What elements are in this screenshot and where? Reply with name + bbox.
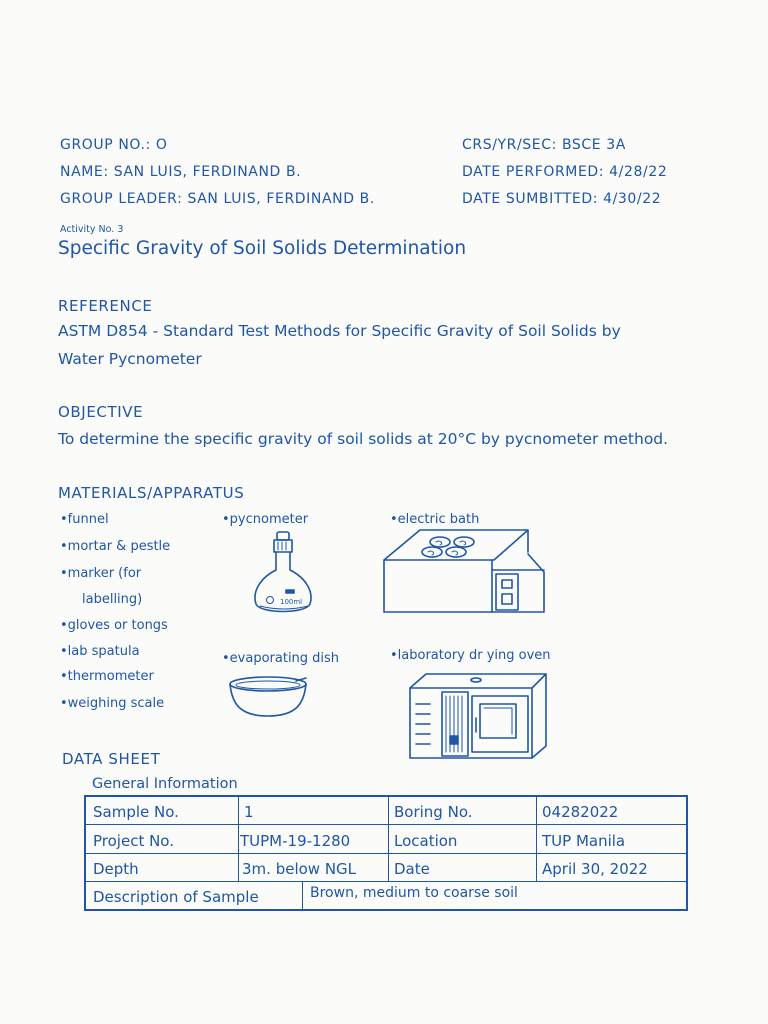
reference-line-1: ASTM D854 - Standard Test Methods for Specific Gravity of Soil Solids by (58, 322, 621, 340)
reference-line-2: Water Pycnometer (58, 350, 202, 368)
material-item: •thermometer (60, 669, 154, 684)
pycnometer-illustration (246, 530, 316, 620)
depth-value: 3m. below NGL (242, 860, 357, 878)
date-label: Date (394, 860, 430, 878)
project-no-value: TUPM-19-1280 (240, 832, 351, 850)
material-item: •weighing scale (60, 696, 165, 711)
location-label: Location (394, 832, 458, 850)
material-item: •marker (for (60, 566, 142, 581)
sample-no-label: Sample No. (93, 803, 179, 821)
description-value: Brown, medium to coarse soil (310, 885, 518, 901)
electric-bath-label: •electric bath (390, 512, 480, 527)
general-information-heading: General Information (92, 776, 238, 792)
material-item: •mortar & pestle (60, 539, 171, 554)
material-item: labelling) (82, 592, 143, 607)
objective-text: To determine the specific gravity of soil solids at 20°C by pycnometer method. (58, 430, 669, 448)
course-year-section: CRS/YR/SEC: BSCE 3A (462, 137, 626, 153)
materials-heading: MATERIALS/APPARATUS (58, 484, 245, 502)
date-performed: DATE PERFORMED: 4/28/22 (462, 164, 668, 180)
description-label: Description of Sample (93, 888, 259, 906)
drying-oven-illustration (404, 670, 554, 765)
material-item: •funnel (60, 512, 109, 527)
activity-number: Activity No. 3 (60, 224, 124, 235)
depth-label: Depth (93, 860, 139, 878)
evaporating-dish-illustration (226, 674, 316, 724)
evaporating-dish-label: •evaporating dish (222, 651, 340, 666)
electric-bath-illustration (380, 528, 550, 618)
project-no-label: Project No. (93, 832, 174, 850)
boring-no-value: 04282022 (542, 803, 619, 821)
objective-heading: OBJECTIVE (58, 403, 144, 421)
material-item: •gloves or tongs (60, 618, 168, 633)
date-value: April 30, 2022 (542, 860, 648, 878)
drying-oven-label: •laboratory dr ying oven (390, 648, 551, 663)
data-sheet-heading: DATA SHEET (62, 750, 161, 768)
location-value: TUP Manila (542, 832, 626, 850)
sample-no-value: 1 (244, 803, 254, 821)
activity-title: Specific Gravity of Soil Solids Determination (58, 238, 467, 259)
pycnometer-volume-mark: 100ml (280, 598, 303, 606)
boring-no-label: Boring No. (394, 803, 473, 821)
pycnometer-label: •pycnometer (222, 512, 309, 527)
reference-heading: REFERENCE (58, 297, 153, 315)
group-leader: GROUP LEADER: SAN LUIS, FERDINAND B. (60, 191, 375, 207)
material-item: •lab spatula (60, 644, 140, 659)
student-name: NAME: SAN LUIS, FERDINAND B. (60, 164, 302, 180)
group-number: GROUP NO.: O (60, 137, 168, 153)
general-information-table (84, 795, 688, 911)
date-submitted: DATE SUMBITTED: 4/30/22 (462, 191, 662, 207)
